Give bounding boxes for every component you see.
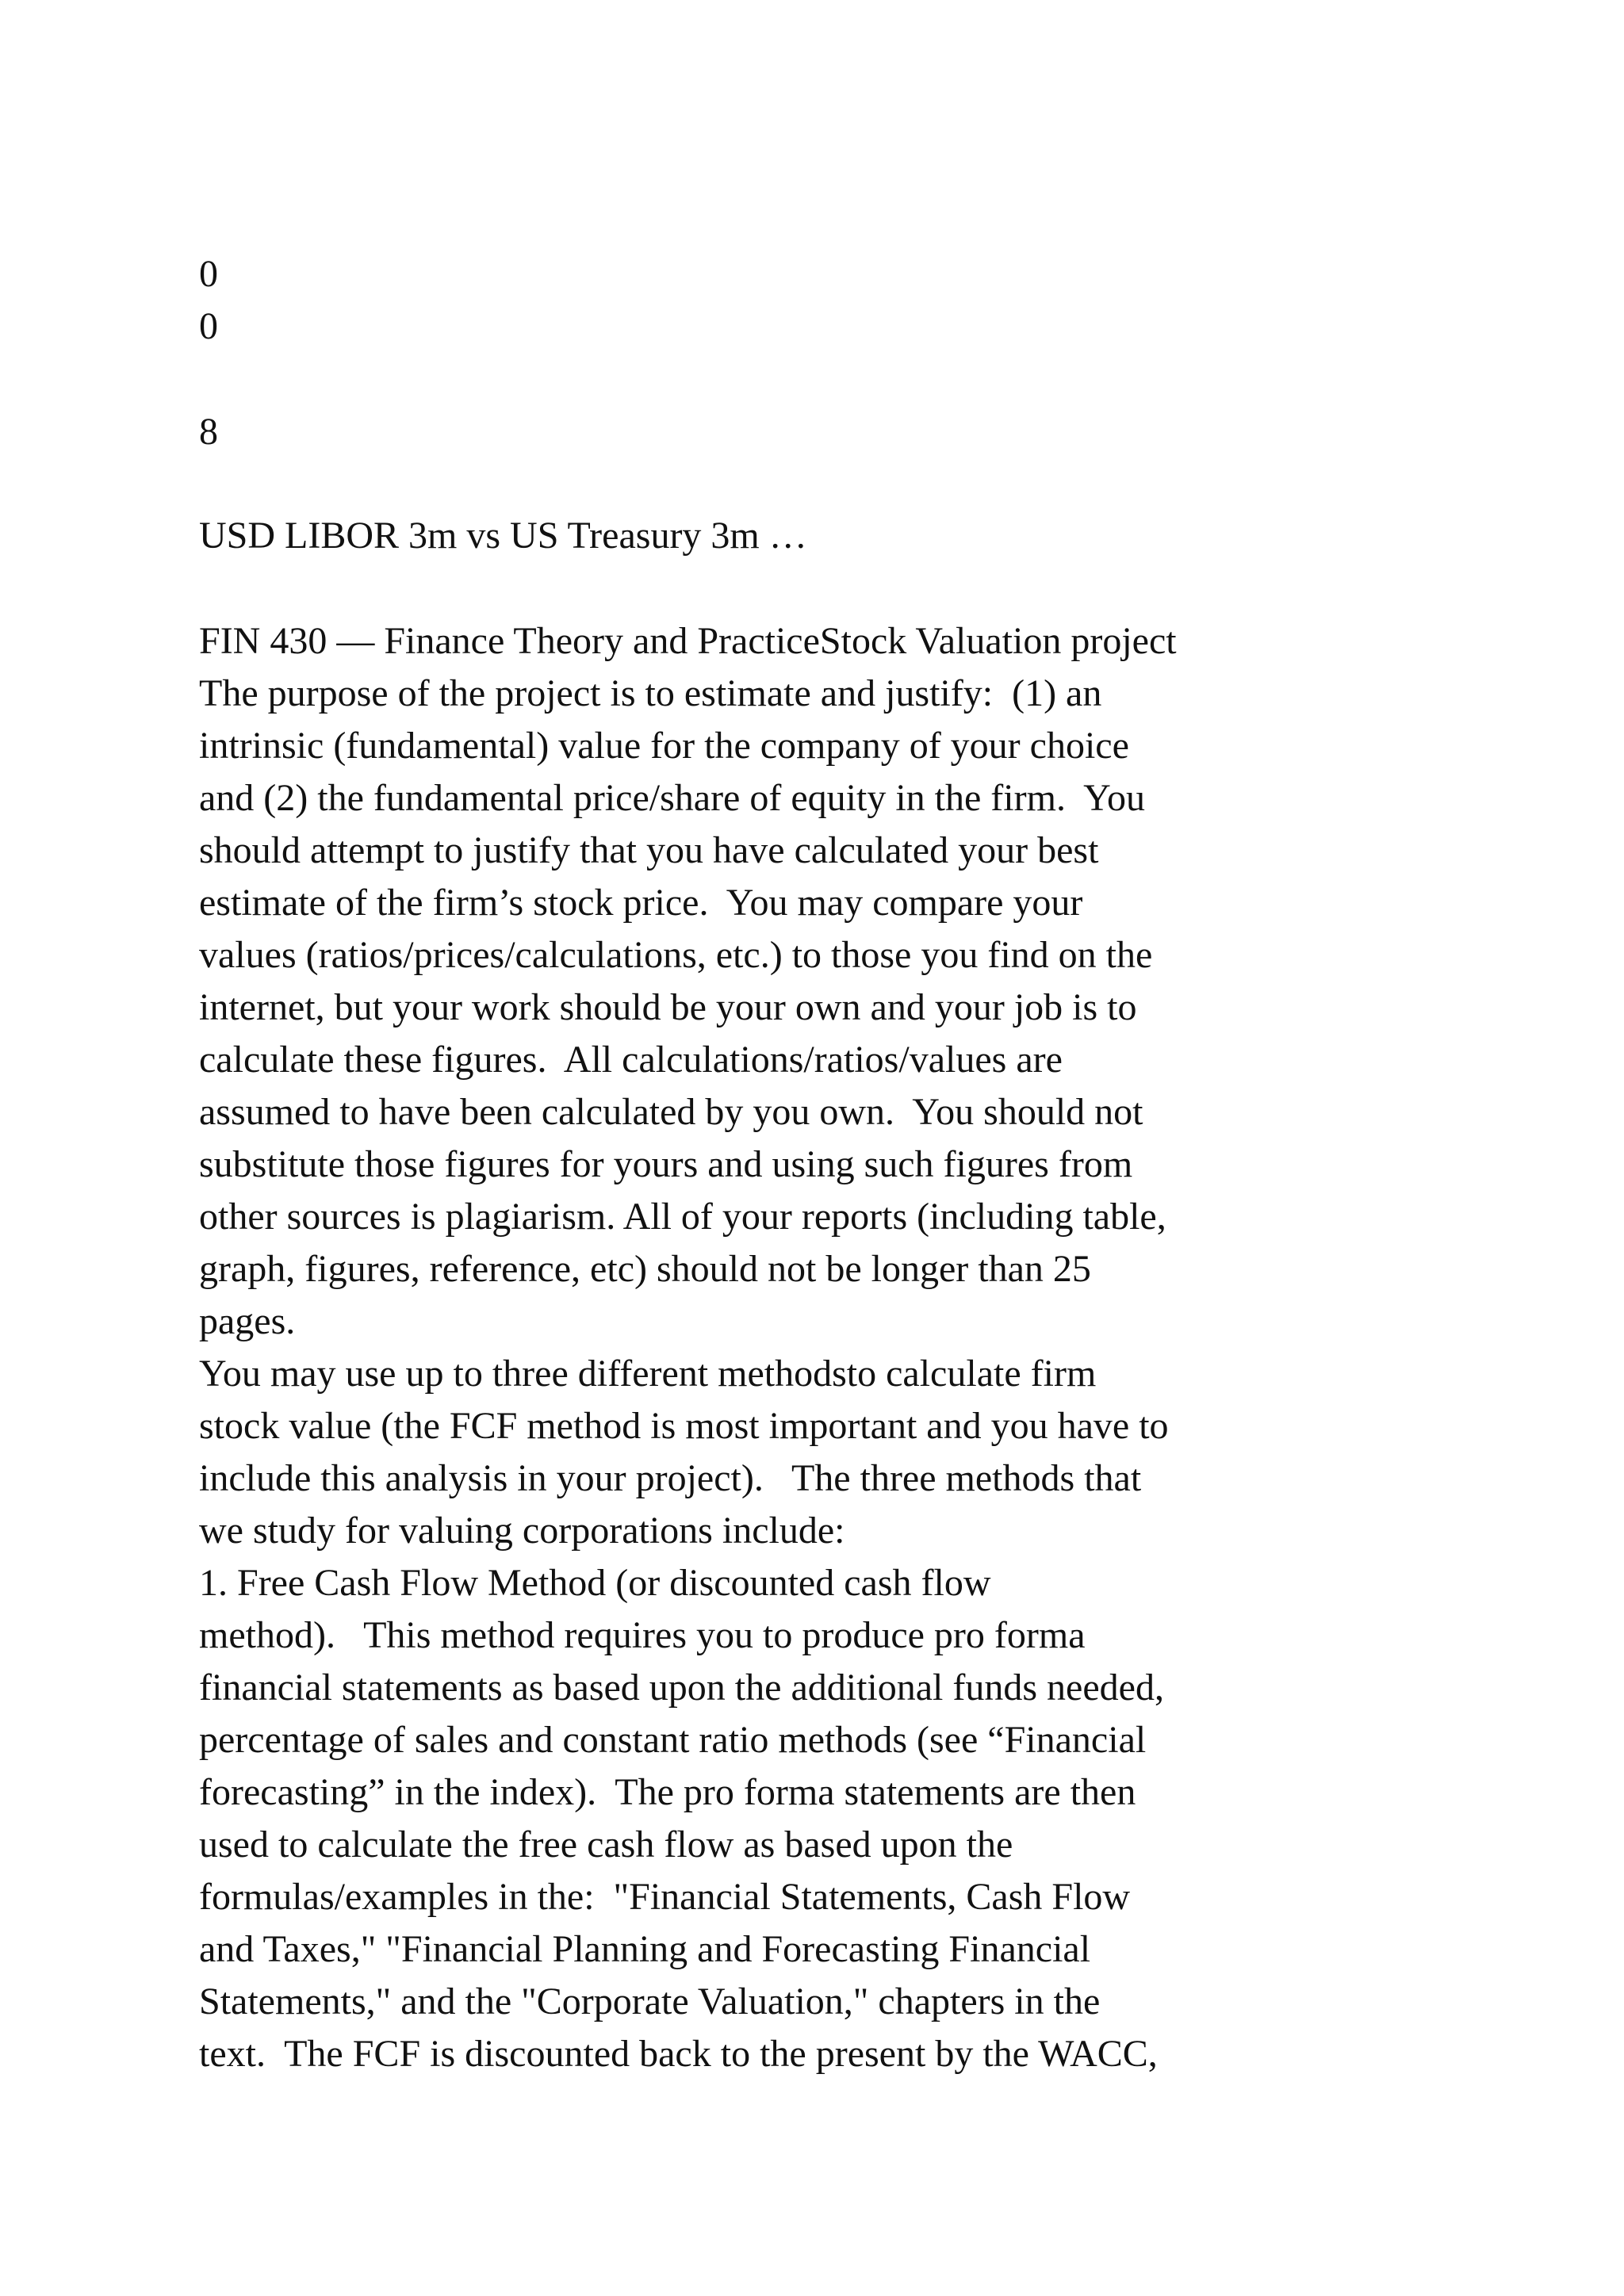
body-line-8: internet, but your work should be your own and your job is to	[199, 986, 1137, 1028]
body-line-23: forecasting” in the index). The pro forma statements are then	[199, 1771, 1136, 1813]
body-line-11: substitute those figures for yours and using such figures from	[199, 1143, 1133, 1185]
body-line-25: formulas/examples in the: "Financial Statements, Cash Flow	[199, 1876, 1131, 1918]
body-line-17: include this analysis in your project). The three methods that	[199, 1457, 1142, 1499]
body-line-9: calculate these figures. All calculations/ratios/values are	[199, 1039, 1063, 1081]
body-line-20: method). This method requires you to produce pro forma	[199, 1614, 1086, 1656]
body-line-24: used to calculate the free cash flow as based upon the	[199, 1823, 1013, 1866]
header-number-2: 0	[199, 305, 218, 347]
body-line-27: Statements," and the "Corporate Valuation," chapters in the	[199, 1980, 1101, 2022]
body-line-18: we study for valuing corporations include:	[199, 1510, 845, 1552]
body-line-13: graph, figures, reference, etc) should not be longer than 25	[199, 1248, 1091, 1290]
body-line-7: values (ratios/prices/calculations, etc.) to those you find on the	[199, 934, 1153, 976]
body-line-12: other sources is plagiarism. All of your reports (including table,	[199, 1196, 1166, 1238]
body-line-6: estimate of the firm’s stock price. You may compare your	[199, 882, 1083, 924]
body-line-19: 1. Free Cash Flow Method (or discounted cash flow	[199, 1562, 991, 1604]
body-line-2: The purpose of the project is to estimate and justify: (1) an	[199, 672, 1102, 714]
body-line-1: FIN 430 — Finance Theory and PracticeStock Valuation project	[199, 620, 1177, 662]
body-line-16: stock value (the FCF method is most important and you have to	[199, 1405, 1169, 1447]
body-line-22: percentage of sales and constant ratio methods (see “Financial	[199, 1719, 1147, 1761]
body-line-5: should attempt to justify that you have calculated your best	[199, 829, 1099, 871]
body-line-10: assumed to have been calculated by you own. You should not	[199, 1091, 1143, 1133]
body-line-15: You may use up to three different methodsto calculate firm	[199, 1353, 1097, 1395]
chart-caption: USD LIBOR 3m vs US Treasury 3m …	[199, 515, 807, 557]
body-line-28: text. The FCF is discounted back to the present by the WACC,	[199, 2033, 1158, 2075]
body-line-3: intrinsic (fundamental) value for the company of your choice	[199, 725, 1129, 767]
header-number-3: 8	[199, 411, 218, 453]
body-line-26: and Taxes," "Financial Planning and Forecasting Financial	[199, 1928, 1091, 1970]
header-number-1: 0	[199, 253, 218, 295]
body-line-21: financial statements as based upon the additional funds needed,	[199, 1667, 1164, 1709]
body-line-4: and (2) the fundamental price/share of equity in the firm. You	[199, 777, 1146, 819]
body-line-14: pages.	[199, 1300, 296, 1342]
